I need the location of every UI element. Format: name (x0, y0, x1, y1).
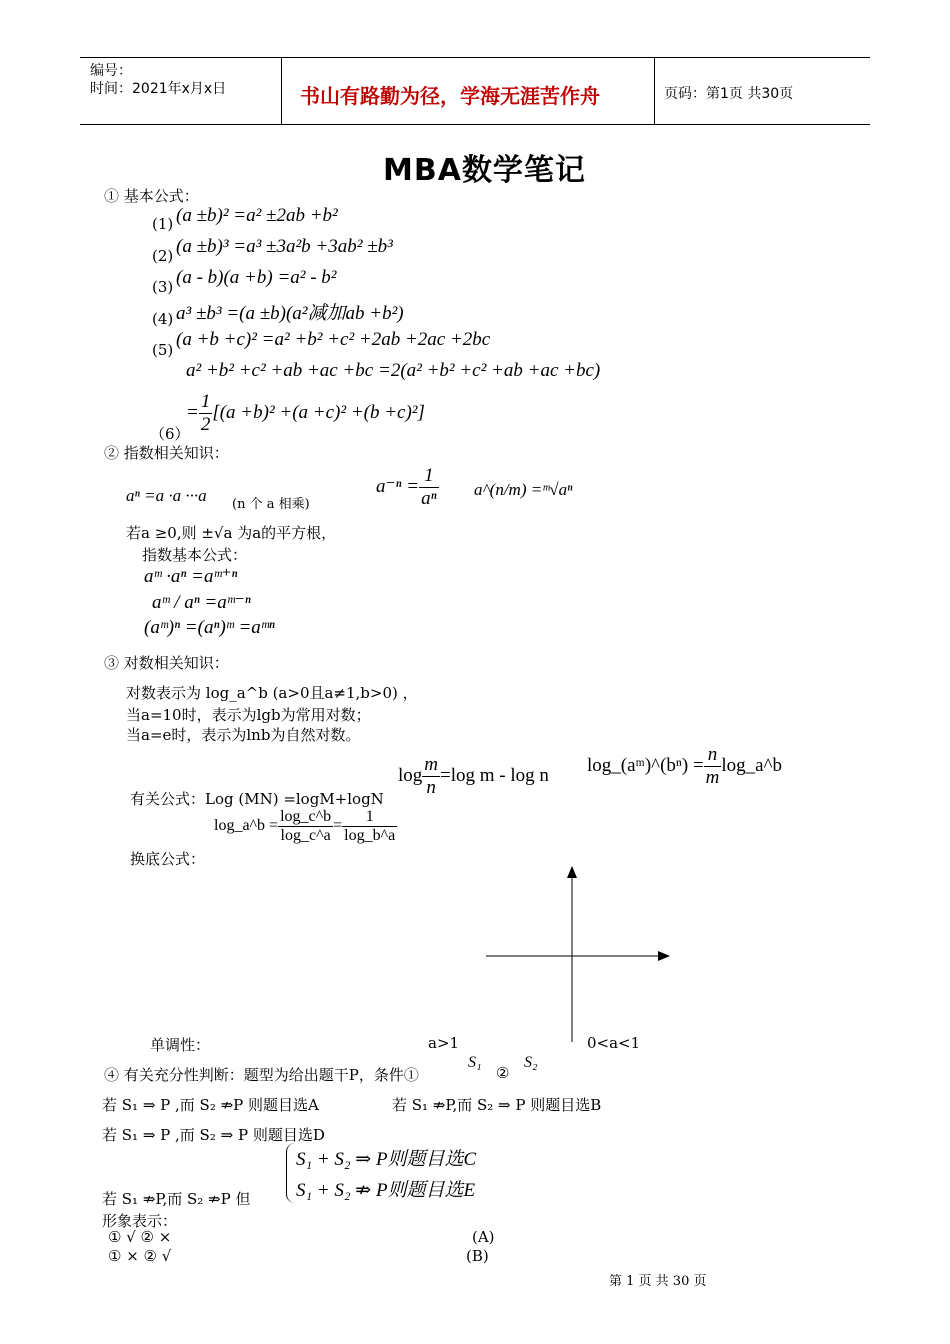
condition-s2: S₂ (524, 1054, 538, 1071)
frac-denominator: log_b^a (344, 827, 396, 844)
formula-4: a³ ±b³ =(a ±b)(a²减加ab +b²) (176, 303, 404, 324)
log-representation: 对数表示为 log_a^b (a>0且a≠1,b>0) ， (126, 684, 418, 702)
negative-exponent (376, 465, 439, 510)
monotonicity-label: 单调性： (150, 1036, 211, 1054)
formula-2: (a ±b)³ =a³ ±3a²b +3ab² ±b³ (176, 236, 393, 257)
monotonic-a-lt-1: 0<a<1 (587, 1034, 641, 1052)
frac-denominator: log_c^a (280, 827, 331, 844)
rule-choose-d: 若 S₁ ⇒ P ,而 S₂ ⇒ P 则题目选D (102, 1126, 325, 1144)
exp-rule-quotient: aᵐ / aⁿ =aᵐ⁻ⁿ (152, 592, 251, 613)
formula-1: (a ±b)² =a² ±2ab +b² (176, 205, 338, 226)
circle-2: ② (496, 1064, 510, 1082)
visual-row-1: ① √ ② × (108, 1228, 172, 1246)
power-definition: aⁿ =a ·a ···a (126, 486, 207, 505)
header-divider-right (654, 57, 655, 125)
header-motto: 书山有路勤为径，学海无涯苦作舟 (300, 84, 600, 108)
formula-3-number: (3) (152, 278, 174, 296)
formula-1-number: (1) (152, 215, 174, 233)
frac-numerator: 1 (200, 391, 211, 412)
rule-choose-a: 若 S₁ ⇒ P ,而 S₂ ⇏P 则题目选A (102, 1096, 319, 1114)
section-1-heading: ① 基本公式： (104, 187, 199, 205)
cob-frac-1 (278, 808, 333, 845)
root-exponent: a^(n/m) =ᵐ√aⁿ (474, 480, 573, 499)
cob-equals: = (333, 817, 343, 835)
cob-lhs: log_a^b = (214, 817, 279, 835)
monotonic-a-gt-1: a>1 (428, 1034, 460, 1052)
formula-6-line2 (186, 391, 425, 436)
x-axis-arrow (658, 951, 670, 961)
exp-basic-heading: 指数基本公式： (142, 546, 248, 564)
frac-numerator: m (424, 754, 439, 775)
formula-6-bracket: [(a +b)² +(a +c)² +(b +c)²] (212, 401, 425, 423)
rule-neither: 若 S₁ ⇏P,而 S₂ ⇏P 但 (102, 1190, 251, 1208)
change-of-base-label: 换底公式： (130, 850, 206, 868)
y-axis-arrow (567, 866, 577, 878)
rule-choose-e: S₁ + S₂ ⇏ P则题目选E (296, 1180, 476, 1201)
formula-6-half (199, 391, 213, 436)
section-2-heading: ② 指数相关知识： (104, 444, 229, 462)
header-page-code: 页码：第1页 共30页 (664, 86, 794, 102)
header-bottom-rule (80, 124, 870, 125)
power-definition-note: (n 个 a 相乘) (232, 497, 310, 512)
exp-rule-power: (aᵐ)ⁿ =(aⁿ)ᵐ =aᵐⁿ (144, 617, 275, 638)
visual-row-1-answer: (A) (472, 1228, 495, 1246)
formula-6-number: （6） (150, 425, 190, 443)
formula-6-line1: a² +b² +c² +ab +ac +bc =2(a² +b² +c² +ab +ac +bc) (186, 360, 601, 381)
change-of-base-formula (214, 808, 397, 845)
log-quot-frac (422, 754, 440, 799)
visual-row-2: ① × ② √ (108, 1247, 172, 1265)
header-divider-left (281, 57, 282, 125)
frac-denominator: m (705, 767, 720, 788)
frac-denominator: aⁿ (421, 488, 437, 509)
page-title: MBA数学笔记 (383, 153, 586, 188)
case-brace (286, 1143, 295, 1203)
section-3-heading: ③ 对数相关知识： (104, 654, 229, 672)
header-number: 编号： (90, 63, 132, 79)
frac-numerator: n (704, 744, 722, 767)
section-4-heading: ④ 有关充分性判断：题型为给出题干P，条件① (104, 1066, 419, 1084)
page-footer: 第 1 页 共 30 页 (609, 1274, 707, 1289)
condition-s1: S₁ (468, 1054, 482, 1071)
frac-numerator: 1 (419, 465, 438, 488)
log-word: log (398, 764, 423, 786)
sqrt-statement: 若a ≥0,则 ±√a 为a的平方根， (126, 524, 337, 542)
neg-exp-lhs: a⁻ⁿ = (376, 475, 420, 497)
rule-choose-c: S₁ + S₂ ⇒ P则题目选C (296, 1149, 477, 1170)
log-pow-rhs: log_a^b (721, 754, 783, 776)
log-quotient-rule (398, 754, 549, 799)
header-top-rule (80, 57, 870, 58)
formula-5-number: (5) (152, 341, 174, 359)
formula-3: (a - b)(a +b) =a² - b² (176, 267, 337, 288)
rule-choose-b: 若 S₁ ⇏P,而 S₂ ⇒ P 则题目选B (392, 1096, 602, 1114)
formula-2-number: (2) (152, 247, 174, 265)
log-quot-rhs: =log m - log n (440, 764, 549, 786)
frac-denominator: 2 (200, 414, 211, 435)
neg-exp-frac (419, 465, 438, 510)
cob-frac-2 (342, 808, 397, 845)
frac-numerator: 1 (342, 808, 397, 827)
visual-row-2-answer: (B) (466, 1247, 489, 1265)
formula-4-number: (4) (152, 310, 174, 328)
formula-5: (a +b +c)² =a² +b² +c² +2ab +2ac +2bc (176, 329, 491, 350)
coordinate-axes (480, 862, 680, 1047)
log-power-rule (587, 744, 782, 789)
frac-numerator: log_c^b (280, 808, 332, 825)
log-common: 当a=10时，表示为lgb为常用对数； (126, 706, 371, 724)
frac-denominator: n (426, 777, 436, 798)
log-related-formula: 有关公式：Log (MN) =logM+logN (130, 790, 384, 808)
visual-label: 形象表示： (102, 1212, 178, 1230)
log-pow-frac (704, 744, 722, 789)
exp-rule-product: aᵐ ·aⁿ =aᵐ⁺ⁿ (144, 566, 238, 587)
formula-6-equals: = (186, 401, 199, 423)
header-time: 时间：2021年x月x日 (90, 81, 227, 97)
log-natural: 当a=e时，表示为lnb为自然对数。 (126, 726, 361, 744)
log-pow-lhs: log_(aᵐ)^(bⁿ) = (587, 754, 704, 776)
